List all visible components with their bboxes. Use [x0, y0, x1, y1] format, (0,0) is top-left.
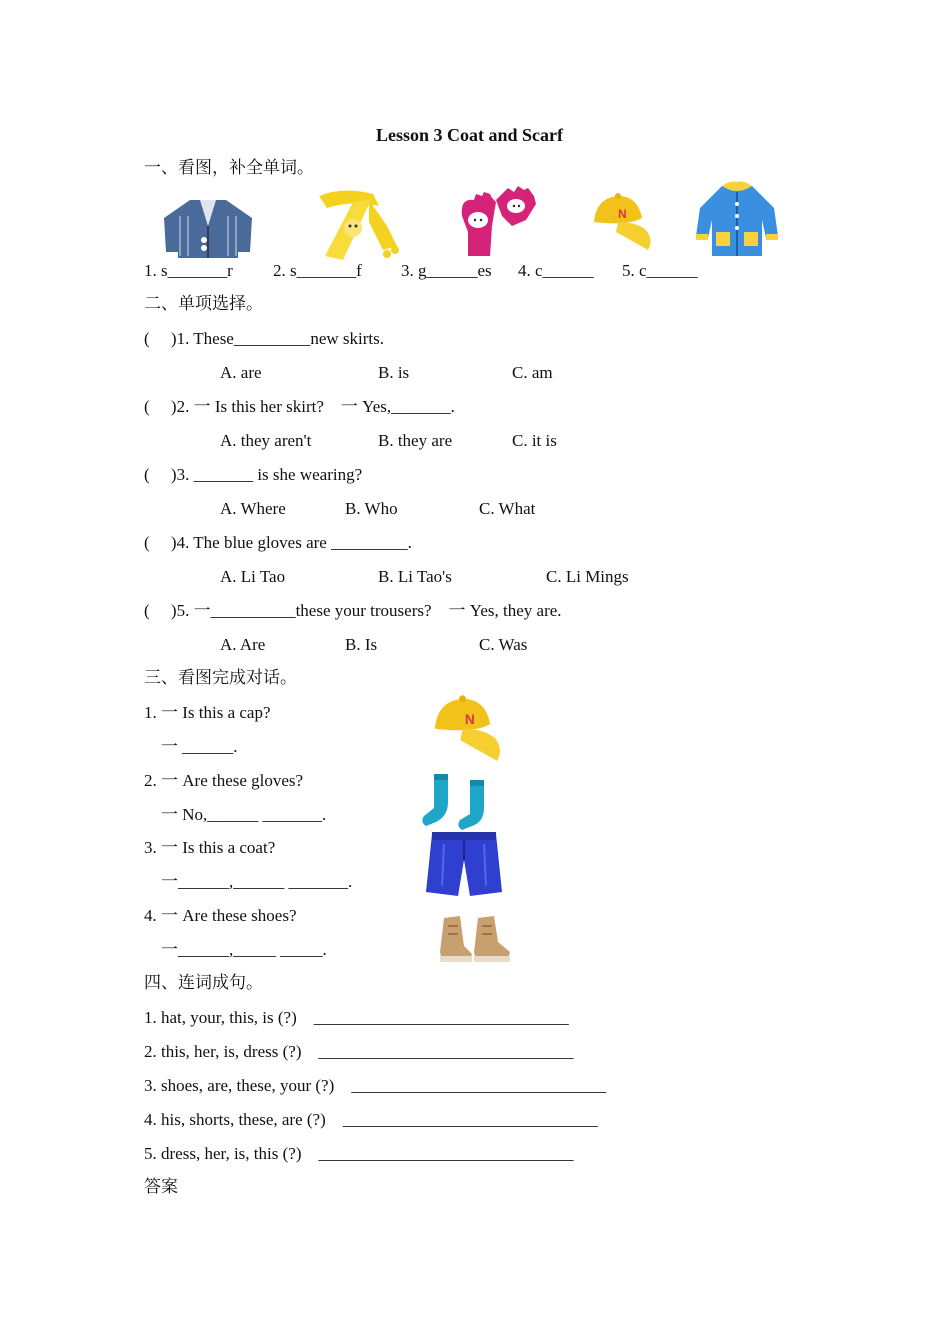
q3-option-a: A. Where [220, 499, 286, 518]
answer-label: 答案 [144, 1177, 178, 1196]
sentence-item: 3. shoes, are, these, your (?) ______________________________ [144, 1076, 607, 1095]
cap-picture [588, 192, 654, 256]
section-4-heading: 四、连词成句。 [144, 973, 263, 992]
q1-option-b: B. is [378, 363, 410, 382]
word-item-2: 2. s_______f [273, 261, 362, 280]
gloves-picture [456, 186, 540, 258]
dialogue-line: 4. 一 Are these shoes? [144, 906, 297, 925]
q2-option-b: B. they are [378, 431, 453, 450]
section-3-heading: 三、看图完成对话。 [144, 668, 297, 687]
q3-option-c: C. What [479, 499, 536, 518]
sweater-picture [160, 196, 256, 262]
q4-option-c: C. Li Mings [546, 567, 629, 586]
word-item-4: 4. c______ [518, 261, 594, 280]
q4-option-b: B. Li Tao's [378, 567, 452, 586]
q5-option-c: C. Was [479, 635, 528, 654]
scarf-picture [313, 186, 403, 264]
question-5: ( )5. 一__________these your trousers? 一 Yes, they are. [144, 601, 562, 620]
question-2: ( )2. 一 Is this her skirt? 一 Yes,_______. [144, 397, 455, 416]
sentence-item: 2. this, her, is, dress (?) ______________________________ [144, 1042, 574, 1061]
sentence-item: 1. hat, your, this, is (?) ______________________________ [144, 1008, 569, 1027]
q2-option-c: C. it is [512, 431, 557, 450]
question-4: ( )4. The blue gloves are _________. [144, 533, 412, 552]
dialogue-line: 一______,_____ _____. [144, 940, 327, 959]
q3-option-b: B. Who [345, 499, 398, 518]
sentence-item: 4. his, shorts, these, are (?) ______________________________ [144, 1110, 598, 1129]
question-1: ( )1. These_________new skirts. [144, 329, 385, 348]
q5-option-a: A. Are [220, 635, 266, 654]
q1-option-c: C. am [512, 363, 553, 382]
dialogue-line: 2. 一 Are these gloves? [144, 771, 304, 790]
dialogue-line: 3. 一 Is this a coat? [144, 838, 276, 857]
word-item-1: 1. s_______r [144, 261, 233, 280]
q2-option-a: A. they aren't [220, 431, 312, 450]
q1-option-a: A. are [220, 363, 262, 382]
dialogue-line: 一 ______. [144, 737, 238, 756]
coat-picture [694, 180, 780, 260]
word-item-3: 3. g______es [401, 261, 492, 280]
dialogue-line: 1. 一 Is this a cap? [144, 703, 271, 722]
section-2-heading: 二、单项选择。 [144, 294, 263, 313]
shorts-picture [424, 830, 504, 900]
shoes-picture [436, 912, 514, 964]
svg-text:N: N [464, 711, 475, 728]
question-3: ( )3. _______ is she wearing? [144, 465, 363, 484]
word-item-5: 5. c______ [622, 261, 698, 280]
cap-picture [428, 694, 504, 768]
section-1-heading: 一、看图，补全单词。 [144, 158, 314, 177]
q5-option-b: B. Is [345, 635, 378, 654]
page-title: Lesson 3 Coat and Scarf [376, 125, 564, 145]
dialogue-line: 一 No,______ _______. [144, 805, 327, 824]
sentence-item: 5. dress, her, is, this (?) ______________________________ [144, 1144, 574, 1163]
socks-picture [420, 772, 496, 830]
svg-text:N: N [618, 207, 627, 221]
q4-option-a: A. Li Tao [220, 567, 286, 586]
dialogue-line: 一______,______ _______. [144, 872, 353, 891]
